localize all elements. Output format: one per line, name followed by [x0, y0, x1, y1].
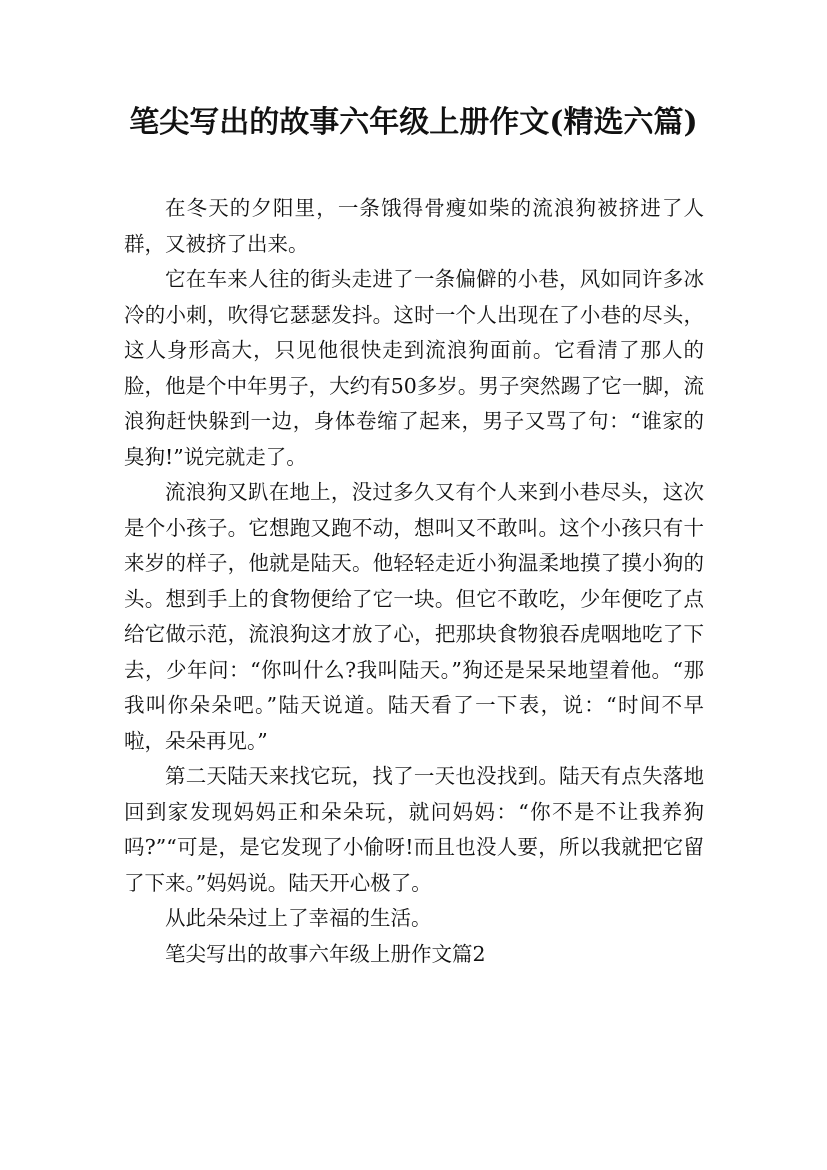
paragraph-3: 流浪狗又趴在地上，没过多久又有个人来到小巷尽头，这次是个小孩子。它想跑又跑不动，想叫又不敢叫。这个小孩只有十来岁的样子，他就是陆天。他轻轻走近小狗温柔地摸了摸小狗的头。想到手上的食物便给了它一块。但它不敢吃，少年便吃了点给它做示范，流浪狗这才放了心，把那块食物狼吞虎咽地吃了下去，少年问：“你叫什么?我叫陆天。”狗还是呆呆地望着他。“那我叫你朵朵吧。”陆天说道。陆天看了一下表，说：“时间不早啦，朵朵再见。”	[124, 480, 704, 753]
section-heading: 笔尖写出的故事六年级上册作文篇2	[165, 941, 486, 966]
paragraph-1: 在冬天的夕阳里，一条饿得骨瘦如柴的流浪狗被挤进了人群，又被挤了出来。	[124, 196, 704, 256]
paragraph-5: 从此朵朵过上了幸福的生活。	[165, 906, 432, 930]
paragraph-2: 它在车来人往的街头走进了一条偏僻的小巷，风如同许多冰冷的小刺，吹得它瑟瑟发抖。这时一个人出现在了小巷的尽头，这人身形高大，只见他很快走到流浪狗面前。它看清了那人的脸，他是个中年男子，大约有50多岁。男子突然踢了它一脚，流浪狗赶快躲到一边，身体卷缩了起来，男子又骂了句：“谁家的臭狗!”说完就走了。	[124, 267, 704, 469]
document-title: 笔尖写出的故事六年级上册作文(精选六篇)	[129, 105, 698, 140]
paragraph-4: 第二天陆天来找它玩，找了一天也没找到。陆天有点失落地回到家发现妈妈正和朵朵玩，就问妈妈：“你不是不让我养狗吗?”“可是，是它发现了小偷呀!而且也没人要，所以我就把它留了下来。”妈妈说。陆天开心极了。	[124, 764, 704, 895]
document-body	[124, 191, 704, 972]
